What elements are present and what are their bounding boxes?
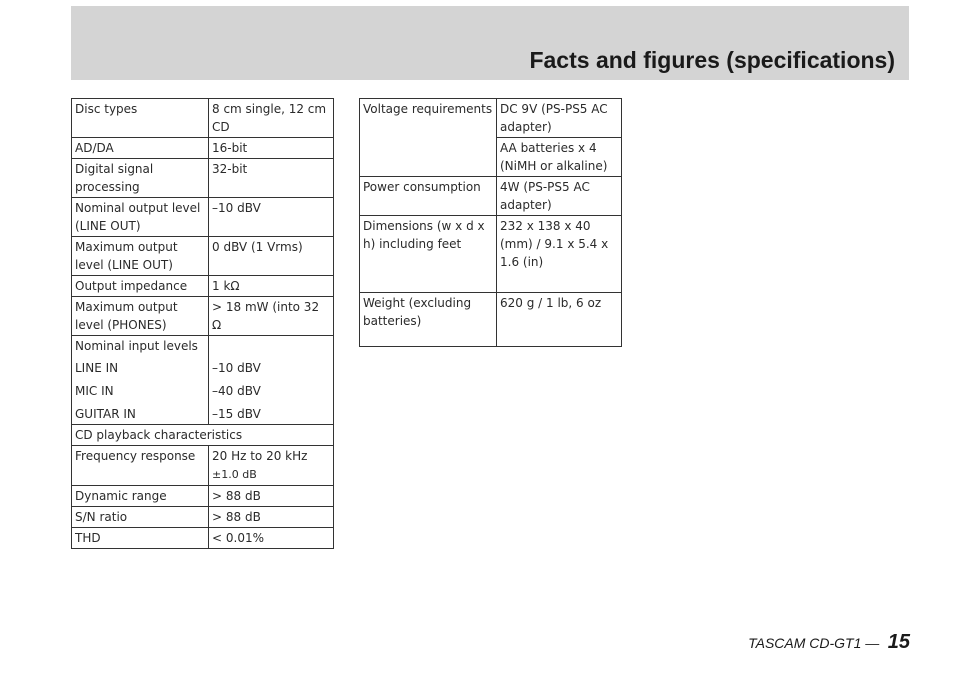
spec-label: Output impedance — [72, 276, 209, 297]
spec-label: Dynamic range — [72, 486, 209, 507]
table-row — [360, 293, 622, 347]
table-row — [72, 159, 334, 198]
spec-label: Maximum output level (LINE OUT) — [72, 237, 209, 276]
input-level-label: LINE IN — [75, 361, 119, 375]
spec-value: > 88 dB — [209, 486, 334, 507]
spec-value: 16-bit — [209, 138, 334, 159]
spec-value-tolerance: ±1.0 dB — [212, 468, 257, 481]
spec-label: Power consumption — [360, 177, 497, 216]
spec-label: Frequency response — [72, 446, 209, 486]
table-row — [360, 216, 622, 293]
table-row — [72, 297, 334, 336]
spec-label: Dimensions (w x d x h) including feet — [360, 216, 497, 293]
input-levels-heading: Nominal input levels — [75, 339, 198, 353]
spec-label: THD — [72, 528, 209, 549]
specs-table-left — [71, 98, 334, 549]
spec-label: Maximum output level (PHONES) — [72, 297, 209, 336]
spec-value: AA batteries x 4 (NiMH or alkaline) — [497, 138, 622, 177]
table-row — [72, 486, 334, 507]
spec-label: Weight (excluding batteries) — [360, 293, 497, 347]
table-row — [72, 528, 334, 549]
spec-label: Digital signal processing — [72, 159, 209, 198]
table-row — [72, 138, 334, 159]
page-number: 15 — [887, 631, 910, 653]
input-levels-values — [209, 336, 334, 425]
table-row — [72, 276, 334, 297]
spec-value: > 18 mW (into 32 Ω — [209, 297, 334, 336]
cd-section-heading: CD playback characteristics — [72, 425, 334, 446]
header-band — [71, 6, 909, 80]
spec-label: Nominal output level (LINE OUT) — [72, 198, 209, 237]
spec-label: Disc types — [72, 99, 209, 138]
table-row — [72, 446, 334, 486]
specs-table-right — [359, 98, 622, 347]
spec-value: –10 dBV — [209, 198, 334, 237]
input-levels-labels — [72, 336, 209, 425]
spec-label: Voltage requirements — [360, 99, 497, 177]
spec-value: DC 9V (PS-PS5 AC adapter) — [497, 99, 622, 138]
spec-value: > 88 dB — [209, 507, 334, 528]
footer-brand: TASCAM CD-GT1 — — [748, 635, 880, 651]
input-level-value: –10 dBV — [212, 361, 261, 375]
input-level-label: MIC IN — [75, 384, 114, 398]
input-level-value: –15 dBV — [212, 407, 261, 421]
spec-label: AD/DA — [72, 138, 209, 159]
table-row — [72, 425, 334, 446]
spec-value: < 0.01% — [209, 528, 334, 549]
table-row — [360, 99, 622, 138]
table-row — [360, 177, 622, 216]
page-title: Facts and figures (specifications) — [529, 47, 895, 73]
table-row — [72, 237, 334, 276]
spec-value: 620 g / 1 lb, 6 oz — [497, 293, 622, 347]
spec-value: 32-bit — [209, 159, 334, 198]
input-level-value: –40 dBV — [212, 384, 261, 398]
spec-value: 1 kΩ — [209, 276, 334, 297]
spec-value — [209, 446, 334, 486]
spec-label: S/N ratio — [72, 507, 209, 528]
spec-value: 232 x 138 x 40 (mm) / 9.1 x 5.4 x 1.6 (in) — [497, 216, 622, 293]
table-row — [72, 336, 334, 425]
spec-value: 4W (PS-PS5 AC adapter) — [497, 177, 622, 216]
input-level-label: GUITAR IN — [75, 407, 136, 421]
table-row — [72, 99, 334, 138]
spec-value-main: 20 Hz to 20 kHz — [212, 449, 308, 463]
spec-value: 0 dBV (1 Vrms) — [209, 237, 334, 276]
spec-value: 8 cm single, 12 cm CD — [209, 99, 334, 138]
table-row — [72, 198, 334, 237]
table-row — [72, 507, 334, 528]
page-footer — [748, 631, 910, 654]
